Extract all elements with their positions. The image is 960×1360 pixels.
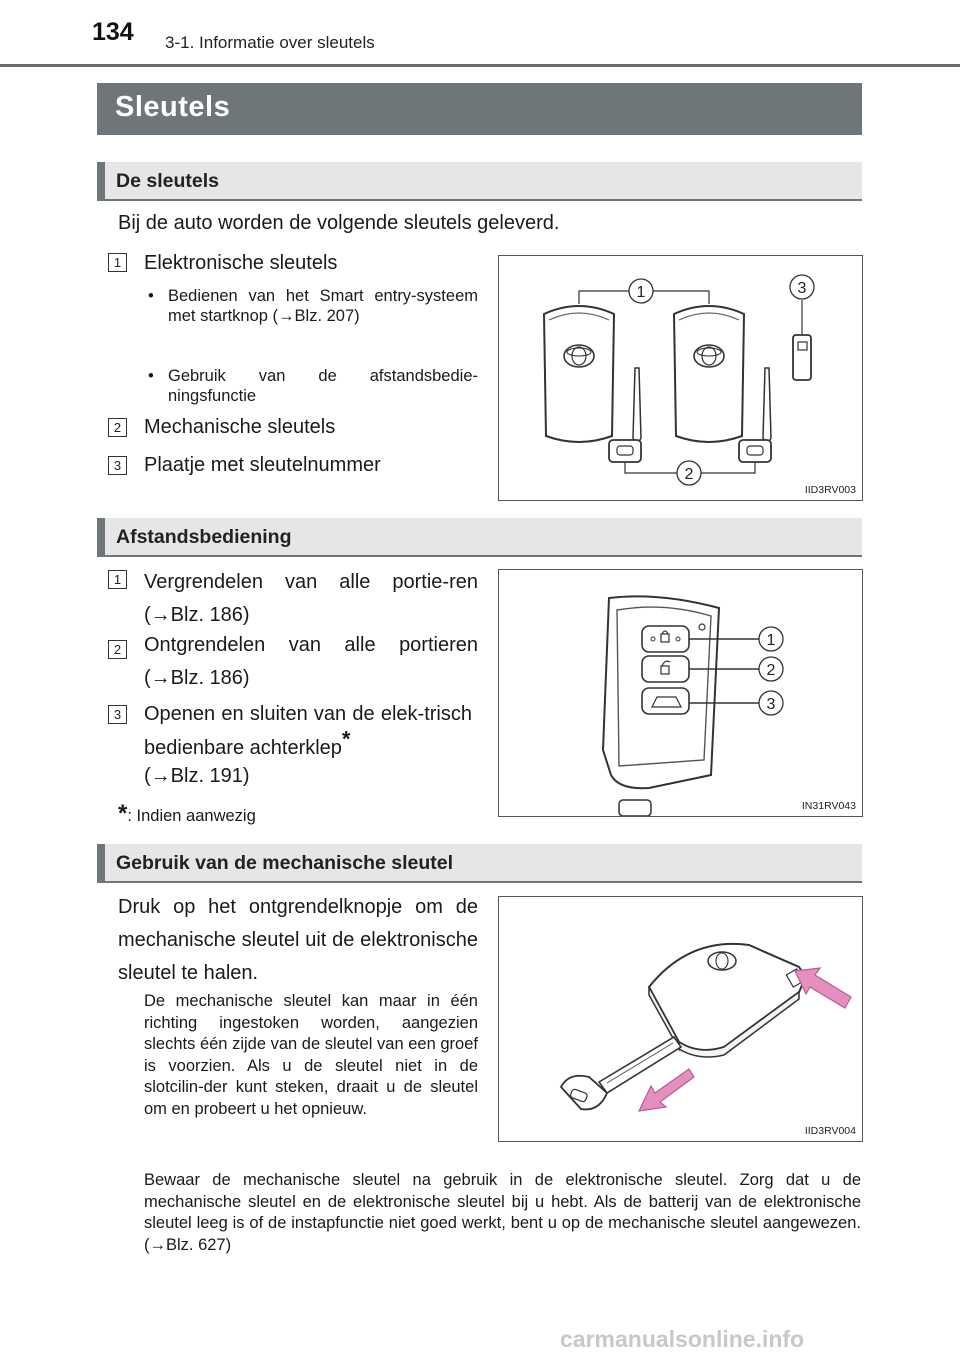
keys-intro: Bij de auto worden de volgende sleutels geleverd.: [118, 212, 560, 234]
callout-label: 1: [766, 632, 776, 649]
section-title-bar: [97, 83, 862, 135]
callout-label: 2: [766, 662, 776, 679]
header-divider: [0, 64, 960, 67]
item-number: 1: [108, 570, 127, 589]
footnote-asterisk: *: [118, 800, 128, 827]
subheading-text: De sleutels: [116, 170, 219, 192]
item-number: 3: [108, 705, 127, 724]
bullet-text: Gebruik van de afstandsbedie-ningsfunctie: [168, 367, 478, 405]
mechanical-key-illustration: [499, 897, 862, 1141]
remote-figure: [498, 569, 863, 817]
item-label: [144, 697, 472, 765]
press-arrow-icon: [795, 968, 851, 1008]
page-number: 134: [92, 18, 134, 46]
mechanical-key-figure: [498, 896, 863, 1142]
figure-code: IID3RV004: [804, 1125, 856, 1137]
note-text: De mechanische sleutel kan maar in één richting ingestoken worden, aangezien slechts één zijde van de sleutel van een groef is voorzien. Als u de sleutel niet in de slotcilin-der kunt steken, draait u de sleutel om en probeert u het opnieuw.: [144, 992, 478, 1118]
item-label-text: Openen en sluiten van de elek-trisch bedienbare achterklep: [144, 703, 472, 759]
bullet-item: • Gebruik van de afstandsbedie-ningsfunctie: [148, 367, 478, 405]
footnote: [118, 800, 256, 828]
instruction-text: Druk op het ontgrendelknopje om de mechanische sleutel uit de elektronische sleutel te halen.: [118, 896, 478, 984]
keys-figure: [498, 255, 863, 501]
callout-label: 2: [684, 466, 694, 483]
subheading-de-sleutels: [97, 162, 862, 201]
storage-text: Bewaar de mechanische sleutel na gebruik in de elektronische sleutel. Zorg dat u de mechanische sleutel en de elektronische sleutel bij u hebt. Als de batterij van de elektronische sleutel leeg is of de instapfunctie niet goed werkt, bent u op de mechanische sleutel aangewezen. (→Blz. 627): [144, 1171, 861, 1254]
subheading-mechanische-sleutel: [97, 844, 862, 883]
item-label: Mechanische sleutels: [144, 416, 336, 438]
keys-illustration: [499, 256, 862, 500]
subheading-accent: [97, 518, 105, 557]
section-title: Sleutels: [115, 91, 231, 123]
item-label: Ontgrendelen van alle portieren (→Blz. 186): [144, 634, 478, 689]
watermark: carmanualsonline.info: [560, 1326, 805, 1352]
remote-illustration: [499, 570, 862, 816]
pull-arrow-icon: [639, 1069, 694, 1111]
asterisk: *: [341, 726, 351, 752]
callout-label: 1: [636, 284, 646, 301]
item-number: 2: [108, 418, 127, 437]
callout-label: 3: [766, 696, 776, 713]
item-number: 2: [108, 640, 127, 659]
item-label: Elektronische sleutels: [144, 252, 338, 274]
subheading-text: Gebruik van de mechanische sleutel: [116, 852, 454, 874]
bullet-item: • Bedienen van het Smart entry-systeem met startknop (→Blz. 207): [148, 287, 478, 325]
bullet-text: Bedienen van het Smart entry-systeem met startknop (→Blz. 207): [168, 287, 478, 325]
item-ref: (→Blz. 191): [144, 765, 250, 787]
figure-code: IID3RV003: [804, 484, 856, 496]
footnote-text: : Indien aanwezig: [127, 807, 256, 825]
item-label: Vergrendelen van alle portie-ren (→Blz. 186): [144, 571, 478, 626]
chapter-header: 3-1. Informatie over sleutels: [165, 33, 375, 52]
subheading-accent: [97, 844, 105, 883]
subheading-afstandsbediening: [97, 518, 862, 557]
subheading-accent: [97, 162, 105, 201]
subheading-text: Afstandsbediening: [116, 526, 292, 548]
figure-code: IN31RV043: [801, 800, 856, 812]
callout-label: 3: [797, 280, 807, 297]
item-label: Plaatje met sleutelnummer: [144, 454, 381, 476]
item-number: 3: [108, 456, 127, 475]
item-number: 1: [108, 253, 127, 272]
